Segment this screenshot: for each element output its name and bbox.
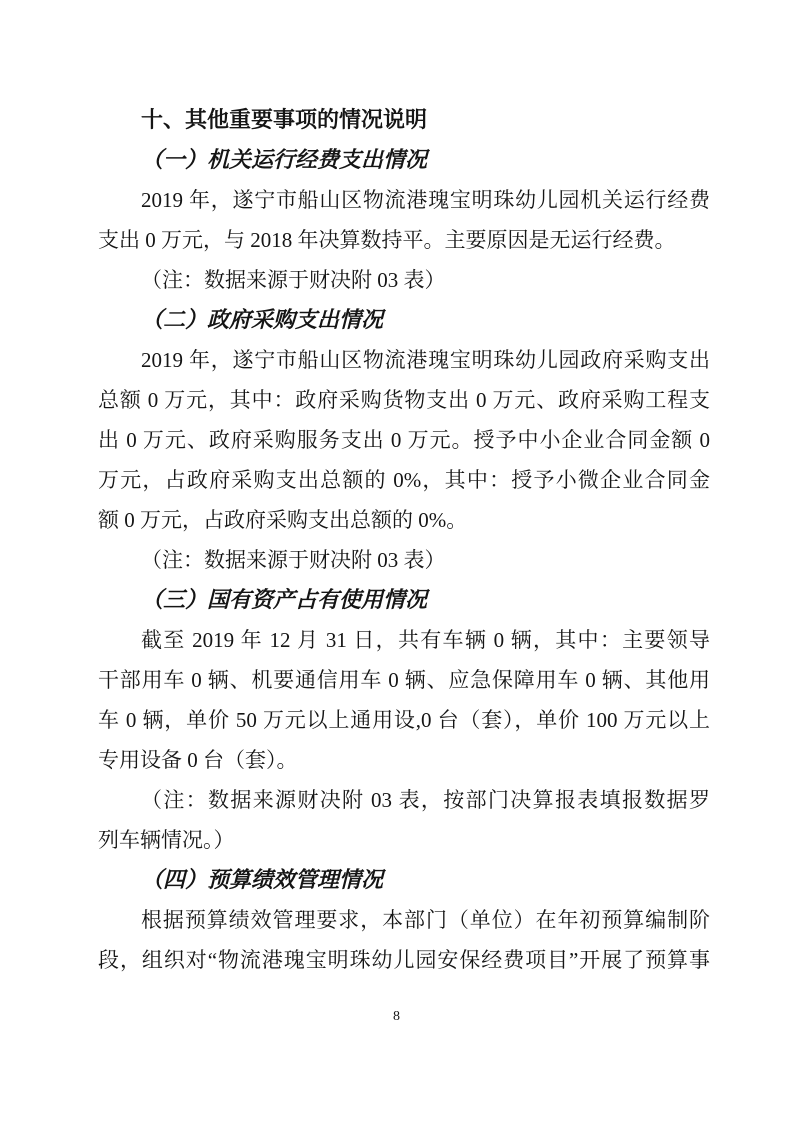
text-line: 2019 年，遂宁市船山区物流港瑰宝明珠幼儿园政府采购支出	[141, 348, 710, 372]
text-line: （注：数据来源于财决附 03 表）	[141, 548, 446, 572]
text-line: （注：数据来源财决附 03 表，按部门决算报表填报数据罗	[141, 788, 710, 812]
text-line: 专用设备 0 台（套）。	[98, 748, 298, 772]
text-line: 万元，占政府采购支出总额的 0%，其中：授予小微企业合同金	[98, 468, 710, 492]
text-line: 支出 0 万元，与 2018 年决算数持平。主要原因是无运行经费。	[98, 228, 676, 252]
text-line: 出 0 万元、政府采购服务支出 0 万元。授予中小企业合同金额 0	[98, 428, 710, 452]
subsection-heading-4	[98, 860, 710, 900]
text-line: 总额 0 万元，其中：政府采购货物支出 0 万元、政府采购工程支	[98, 388, 710, 412]
note-data-source-1	[98, 260, 710, 300]
subsection-heading-2	[98, 300, 710, 340]
text-line: （二）政府采购支出情况	[141, 307, 384, 332]
section-heading-10	[98, 100, 710, 140]
subsection-heading-3	[98, 580, 710, 620]
text-line: （三）国有资产占有使用情况	[141, 587, 428, 612]
text-line: 车 0 辆，单价 50 万元以上通用设,0 台（套），单价 100 万元以上	[98, 708, 710, 732]
note-data-source-2	[98, 540, 710, 580]
text-line: 十、其他重要事项的情况说明	[141, 107, 428, 132]
text-line: 段，组织对“物流港瑰宝明珠幼儿园安保经费项目”开展了预算事	[98, 948, 710, 972]
document-content	[98, 100, 710, 980]
paragraph-government-procurement	[98, 340, 710, 540]
text-line: 额 0 万元，占政府采购支出总额的 0%。	[98, 508, 468, 532]
paragraph-budget-performance	[98, 900, 710, 980]
paragraph-state-assets	[98, 620, 710, 780]
page-footer	[0, 1007, 793, 1027]
text-line: （四）预算绩效管理情况	[141, 867, 384, 892]
text-line: （注：数据来源于财决附 03 表）	[141, 268, 446, 292]
text-line: 根据预算绩效管理要求，本部门（单位）在年初预算编制阶	[141, 908, 710, 932]
paragraph-operating-expense	[98, 180, 710, 260]
text-line: 干部用车 0 辆、机要通信用车 0 辆、应急保障用车 0 辆、其他用	[98, 668, 710, 692]
text-line: 截至 2019 年 12 月 31 日，共有车辆 0 辆，其中：主要领导	[141, 628, 710, 652]
page-number: 8	[393, 1009, 400, 1024]
text-line: 列车辆情况。）	[98, 828, 235, 852]
text-line: （一）机关运行经费支出情况	[141, 147, 428, 172]
text-line: 2019 年，遂宁市船山区物流港瑰宝明珠幼儿园机关运行经费	[141, 188, 710, 212]
note-data-source-3	[98, 780, 710, 860]
subsection-heading-1	[98, 140, 710, 180]
